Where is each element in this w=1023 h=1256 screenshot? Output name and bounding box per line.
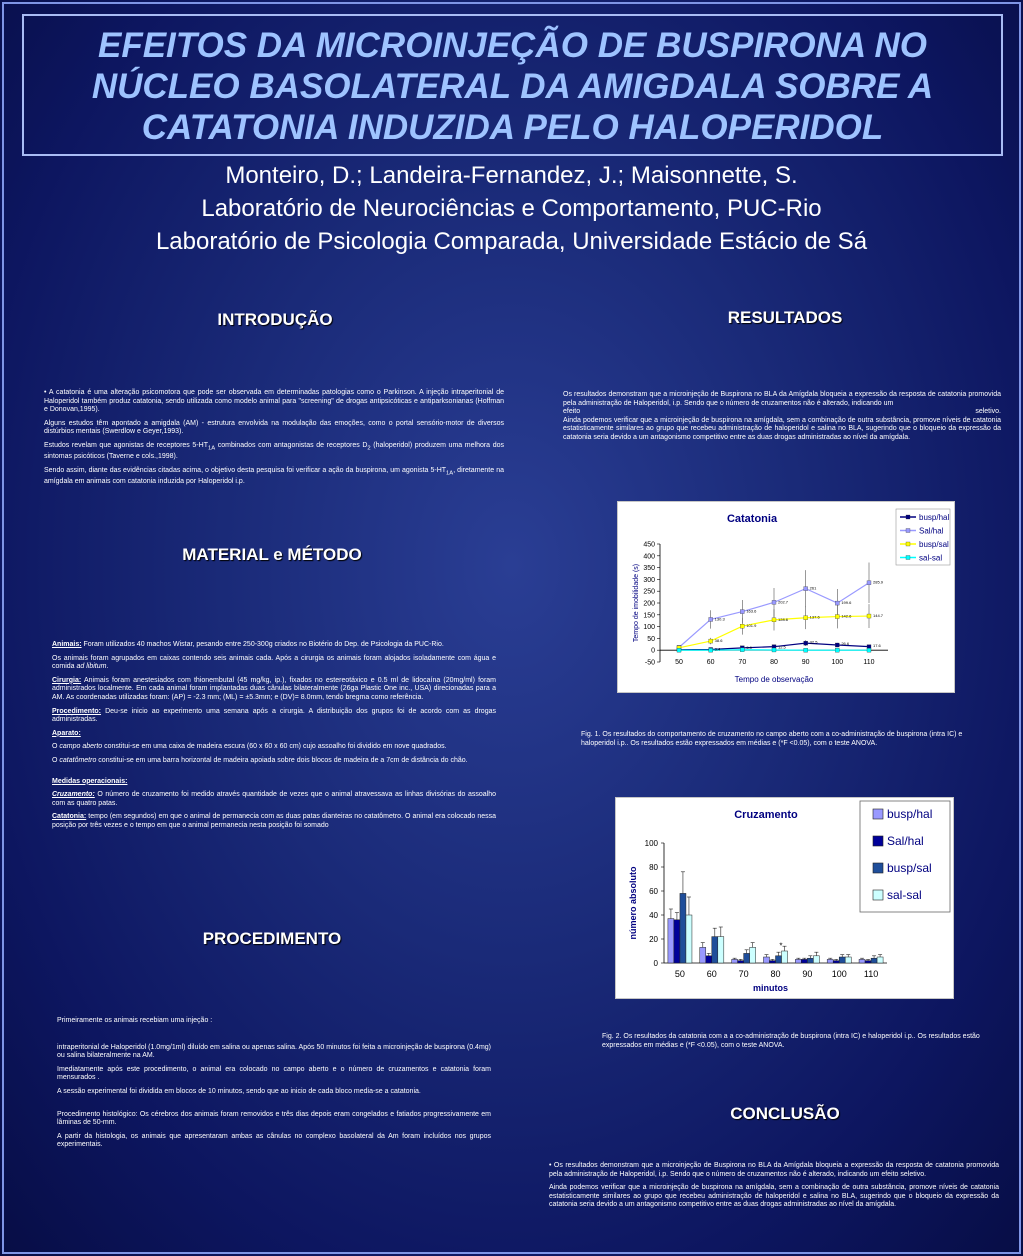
- intro-text: [44, 389, 504, 491]
- x-tick-label: 110: [863, 969, 879, 979]
- significance-marker: *: [779, 941, 783, 951]
- x-tick-label: 100: [831, 969, 847, 979]
- fig2-caption: Fig. 2. Os resultados da catatonia com a a co-administração de buspirona (intra IC) e haloperidol i.p.. Os resultados estão expressados em médias e (*F <0.05), com o teste ANOVA.: [602, 1033, 980, 1049]
- point-label: 144.7: [873, 613, 884, 619]
- material-text: [52, 641, 496, 836]
- bar-sal-sal: [845, 957, 851, 963]
- data-point: [867, 581, 871, 585]
- x-tick-label: 50: [675, 659, 683, 666]
- bar-busp/hal: [732, 959, 738, 963]
- data-point: [709, 617, 713, 621]
- point-label: 261: [809, 585, 817, 591]
- point-label: 128.6: [778, 616, 789, 622]
- data-point: [867, 614, 871, 618]
- conclusao-heading: CONCLUSÃO: [730, 1104, 840, 1123]
- cruzamento-chart-panel: [615, 797, 954, 999]
- x-tick-label: 50: [674, 969, 685, 979]
- procedimento-text: [57, 1017, 491, 1155]
- y-tick-label: 400: [643, 553, 655, 561]
- cruzamento-chart: [616, 798, 953, 998]
- data-point: [677, 648, 681, 652]
- data-point: [709, 639, 713, 643]
- campo-aberto-paragraph: O campo aberto constitui-se em uma caixa de madeira escura (60 x 60 x 60 cm) cujo assoalho foi dividido em nove quadrados.: [52, 743, 447, 751]
- y-tick-label: 250: [643, 588, 655, 596]
- res-p2: Ainda podemos verificar que a microinjeção de buspirona na amígdala, sem a combinação de outra substância, promove níveis de catatonia estatisticamente similares ao grupo que recebeu administração de haloperidol e salina no BLA, sugerindo que o bloqueio da expressão da catatonia seria devido a um antagonismo competitivo entre as duas drogas administradas ao nível da amígdala.: [563, 416, 1001, 441]
- point-label: 9.9: [746, 644, 752, 650]
- x-tick-label: 90: [802, 969, 813, 979]
- point-label: 32.5: [809, 639, 818, 645]
- y-tick-label: 0: [651, 647, 655, 655]
- medidas-label: Medidas operacionais:: [52, 777, 128, 785]
- bar-busp/hal: [827, 959, 833, 963]
- legend-label: Sal/hal: [887, 834, 924, 848]
- proc-p5: Procedimento histológico: Os cérebros dos animais foram removidos e três dias depois eram congelados e fatiados progressivamente em lâminas de 50-mm.: [57, 1110, 491, 1127]
- resultados-text: [563, 391, 1001, 448]
- bar-sal-sal: [877, 957, 883, 963]
- point-label: 142.6: [841, 613, 852, 619]
- data-point: [804, 587, 808, 591]
- bar-sal-sal: [782, 951, 788, 963]
- bar-Sal/hal: [865, 961, 871, 963]
- bar-sal-sal: [718, 937, 724, 963]
- catatonia-paragraph: Catatonia: tempo (em segundos) em que o animal de permanecia com as duas patas dianteiras no catatômetro. O animal era colocado nessa posição por três vezes e o tempo em que o animal permanecia nesta posição foi somado: [52, 813, 496, 829]
- legend-marker: [906, 529, 910, 533]
- legend-marker: [906, 556, 910, 560]
- title-line-3: CATATONIA INDUZIDA PELO HALOPERIDOL: [141, 108, 884, 147]
- legend-swatch-busp/hal: [873, 809, 883, 819]
- legend-swatch-Sal/hal: [873, 836, 883, 846]
- legend-label: Sal/hal: [919, 526, 944, 536]
- conclusao-text: [549, 1162, 999, 1215]
- point-label: 163.6: [746, 608, 757, 614]
- y-tick-label: 50: [647, 635, 655, 643]
- aparato-label: Aparato:: [52, 729, 81, 737]
- legend-marker: [906, 515, 910, 519]
- y-tick-label: 450: [643, 541, 655, 549]
- data-point: [740, 648, 744, 652]
- data-point: [804, 616, 808, 620]
- point-label: 199.6: [841, 600, 852, 606]
- intro-p2: Alguns estudos têm apontado a amigdala (AM) - estrutura envolvida na modulação das emoções, como o portal sensório-motor de diversos distúrbios mentais (Swerdlow e Geyer,1993).: [44, 419, 504, 436]
- point-label: 101.9: [746, 623, 757, 629]
- bar-sal-sal: [813, 956, 819, 963]
- res-p1: Os resultados demonstram que a microinjeção de Buspirona no BLA da Amígdala bloqueia a expressão da resposta de catatonia promovida pela administração de Haloperidol, i.p. Sendo que o número de cruzamentos não é alterado, indicando um: [563, 391, 1001, 407]
- y-axis-label: Tempo de imobilidade (s): [633, 563, 640, 643]
- x-tick-label: 70: [738, 659, 747, 666]
- bar-busp/sal: [680, 893, 686, 963]
- affiliation-2: Laboratório de Psicologia Comparada, Universidade Estácio de Sá: [155, 228, 868, 255]
- catatonia-chart: [618, 502, 954, 692]
- y-tick-label: 300: [643, 576, 655, 584]
- x-axis-label: minutos: [753, 983, 788, 993]
- data-point: [835, 601, 839, 605]
- material-heading: MATERIAL e MÉTODO: [182, 545, 362, 564]
- data-point: [867, 648, 871, 652]
- chart-title: Cruzamento: [734, 809, 798, 821]
- legend-label: busp/sal: [887, 861, 932, 875]
- legend-swatch-busp/sal: [873, 863, 883, 873]
- point-label: 3.4: [714, 646, 721, 652]
- intro-heading: INTRODUÇÃO: [217, 310, 333, 329]
- bar-busp/hal: [763, 957, 769, 963]
- data-point: [772, 618, 776, 622]
- catatonia-chart-panel: [617, 501, 955, 693]
- x-tick-label: 80: [770, 969, 781, 979]
- bar-Sal/hal: [674, 920, 680, 963]
- bar-busp/hal: [700, 947, 706, 963]
- data-point: [709, 648, 713, 652]
- intro-p1: • A catatonia é uma alteração psicomotora que pode ser observada em determinadas patologias como o Parkinson. A injeção intraperitonial de Haloperidol também produz catatonia, sendo utilizada como modelo animal para "screening" de drogas antipsicóticas e antiparksonianas (Hoffman e Donovan,1995).: [44, 389, 504, 414]
- bar-busp/hal: [859, 959, 865, 963]
- point-label: 137.6: [809, 614, 820, 620]
- title-box: [22, 14, 1003, 156]
- procedimento-paragraph: Procedimento: Deu-se inicio ao experimento uma semana após a cirurgia. A distribuição dos grupos foi de acordo com as drogas administradas.: [52, 707, 496, 724]
- proc-p1: Primeiramente os animais recebiam uma injeção :: [57, 1017, 213, 1024]
- bar-busp/sal: [776, 956, 782, 963]
- conc-p1: • Os resultados demonstram que a microinjeção de Buspirona no BLA da Amígdala bloqueia a expressão da resposta de catatonia promovida pela administração de Haloperidol, i.p. Sendo que o número de cruzamentos não é alterado, indicando um efeito seletivo.: [549, 1162, 999, 1178]
- y-tick-label: 350: [643, 565, 655, 573]
- conc-p2: Ainda podemos verificar que a microinjeção de buspirona na amígdala, sem a combinação de outra substância, promove níveis de catatonia estatisticamente similares ao grupo que recebeu administração de haloperidol e salina no BLA, sugerindo que o bloqueio da expressão da catatonia seria devido a um antagonismo competitivo entre as duas drogas administradas ao nível da amígdala.: [549, 1184, 999, 1209]
- proc-p6: A partir da histologia, os animais que apresentaram ambas as cânulas no complexo basolateral da Am foram incluídos nos grupos experimentais.: [57, 1132, 491, 1149]
- grupos-paragraph: Os animais foram agrupados em caixas contendo seis animais cada. Após a cirurgia os animais foram alojados isoladamente com água e comida ad libitum.: [52, 654, 496, 671]
- x-tick-label: 60: [706, 969, 717, 979]
- bar-Sal/hal: [769, 961, 775, 963]
- legend-label: busp/sal: [919, 540, 949, 549]
- affiliation-1: Laboratório de Neurociências e Comportamento, PUC-Rio: [201, 195, 822, 222]
- resultados-heading: RESULTADOS: [727, 308, 843, 327]
- bar-Sal/hal: [801, 959, 807, 963]
- catatometro-paragraph: O catatômetro constitui-se em uma barra horizontal de madeira apoiada sobre dois blocos de madeira de a 7cm de distância do chão.: [52, 756, 468, 764]
- bar-busp/hal: [795, 959, 801, 963]
- x-tick-label: 100: [831, 659, 844, 666]
- y-tick-label: 200: [643, 600, 655, 608]
- data-point: [804, 648, 808, 652]
- x-tick-label: 80: [770, 659, 778, 666]
- bar-Sal/hal: [738, 961, 744, 963]
- x-tick-label: 60: [706, 659, 715, 666]
- point-label: 38.6: [714, 638, 723, 644]
- point-label: 17.6: [873, 643, 881, 649]
- legend-label: busp/hal: [919, 513, 950, 522]
- data-point: [804, 641, 808, 645]
- data-point: [772, 648, 776, 652]
- authors: Monteiro, D.; Landeira-Fernandez, J.; Maisonnette, S.: [225, 162, 798, 189]
- point-label: 26.6: [841, 640, 850, 646]
- data-point: [835, 615, 839, 619]
- proc-p3: Imediatamente após este procedimento, o animal era colocado no campo aberto e o número de cruzamentos e catatonia foram mensurados .: [57, 1065, 491, 1082]
- bar-busp/sal: [807, 958, 813, 963]
- data-point: [740, 610, 744, 614]
- fig1-caption: Fig. 1. Os resultados do comportamento de cruzamento no campo aberto com a co-administração de buspirona (intra IC) e haloperidol i.p.. Os resultados estão expressados em médias e (*F <0.05), com o teste ANOVA.: [581, 731, 963, 747]
- bar-busp/sal: [871, 958, 877, 963]
- y-tick-label: 100: [643, 624, 655, 632]
- legend-marker: [906, 542, 910, 546]
- proc-p2: intraperitonial de Haloperidol (1.0mg/1ml) diluído em salina ou apenas salina. Após 50 minutos foi feita a microinjeção de buspirona (0.4mg) ou salina bilateralmente na AM.: [57, 1043, 491, 1060]
- data-point: [740, 624, 744, 628]
- point-label: 285.9: [873, 579, 884, 585]
- bar-busp/sal: [839, 957, 845, 963]
- y-tick-label: 60: [649, 887, 658, 896]
- bar-Sal/hal: [706, 956, 712, 963]
- cruzamento-paragraph: Cruzamento: O número de cruzamento foi medido através quantidade de vezes que o animal atravessava as linhas divisórias do assoalho com as quatro patas.: [52, 791, 496, 807]
- x-tick-label: 90: [801, 659, 810, 666]
- intro-p3: Estudos revelam que agonistas de receptores $5-HT_{1A}$ combinados com antagonistas de receptores $D_2$ (haloperidol) produzem uma melhora dos sintomas psicóticos (Taverne e cols.,1998).: [44, 441, 504, 460]
- data-point: [772, 600, 776, 604]
- procedimento-heading: PROCEDIMENTO: [202, 929, 342, 948]
- data-point: [835, 648, 839, 652]
- bar-sal-sal: [750, 947, 756, 963]
- res-p1-justified-line: efeito seletivo.: [563, 408, 1001, 416]
- proc-p4: A sessão experimental foi dividida em blocos de 10 minutos, sendo que ao inicio de cada bloco media-se a catatonia.: [57, 1087, 421, 1095]
- y-tick-label: -50: [644, 659, 655, 667]
- y-tick-label: 80: [649, 863, 658, 872]
- y-tick-label: 20: [649, 935, 658, 944]
- legend-label: sal-sal: [919, 553, 943, 563]
- title-line-1: EFEITOS DA MICROINJEÇÃO DE BUSPIRONA NO: [97, 26, 928, 65]
- point-label: 202.7: [778, 599, 789, 605]
- bar-busp/hal: [668, 919, 674, 963]
- animais-paragraph: Animais: Foram utilizados 40 machos Wistar, pesando entre 250-300g criados no Biotério do Dep. de Psicologia da PUC-Rio.: [52, 641, 444, 648]
- legend-label: sal-sal: [887, 888, 922, 902]
- y-tick-label: 40: [649, 911, 658, 920]
- cirurgia-paragraph: Cirurgia: Animais foram anestesiados com thionembutal (45 mg/kg, ip.), fixados no estereotáxico e 0.5 ml de lidocaína (20mg/ml) foram administrados localmente. Em cada animal foram implantadas duas cânulas bilateralmente (26ga Plastic One inc., USA) direcionadas para a AM. As coordenadas utilizadas foram: (AP) = -2.3 mm; (ML) = ±5.3mm; e (DV)= 8.0mm, tendo bregma como referência.: [52, 676, 496, 701]
- y-tick-label: 100: [644, 839, 658, 848]
- bar-busp/sal: [744, 953, 750, 963]
- bar-busp/sal: [712, 937, 718, 963]
- title-line-2: NÚCLEO BASOLATERAL DA AMIGDALA SOBRE A: [91, 67, 934, 106]
- bar-Sal/hal: [833, 961, 839, 963]
- x-tick-label: 70: [738, 969, 749, 979]
- chart-title: Catatonia: [726, 513, 778, 525]
- y-axis-label: número absoluto: [628, 866, 638, 940]
- data-point: [835, 643, 839, 647]
- legend-swatch-sal-sal: [873, 890, 883, 900]
- x-tick-label: 110: [863, 659, 875, 666]
- legend-label: busp/hal: [887, 807, 933, 821]
- point-label: 12.5: [778, 644, 786, 650]
- intro-p4: Sendo assim, diante das evidências citadas acima, o objetivo desta pesquisa foi verificar a ação da buspirona, um agonista $5-HT_{1A}$, diretamente na amígdala em animais com catatonia induzida por Haloperidol i.p.: [44, 466, 504, 485]
- point-label: 130.3: [714, 616, 725, 622]
- bar-sal-sal: [686, 915, 692, 963]
- y-tick-label: 0: [653, 959, 658, 968]
- y-tick-label: 150: [643, 612, 655, 620]
- x-axis-label: Tempo de observação: [734, 675, 814, 684]
